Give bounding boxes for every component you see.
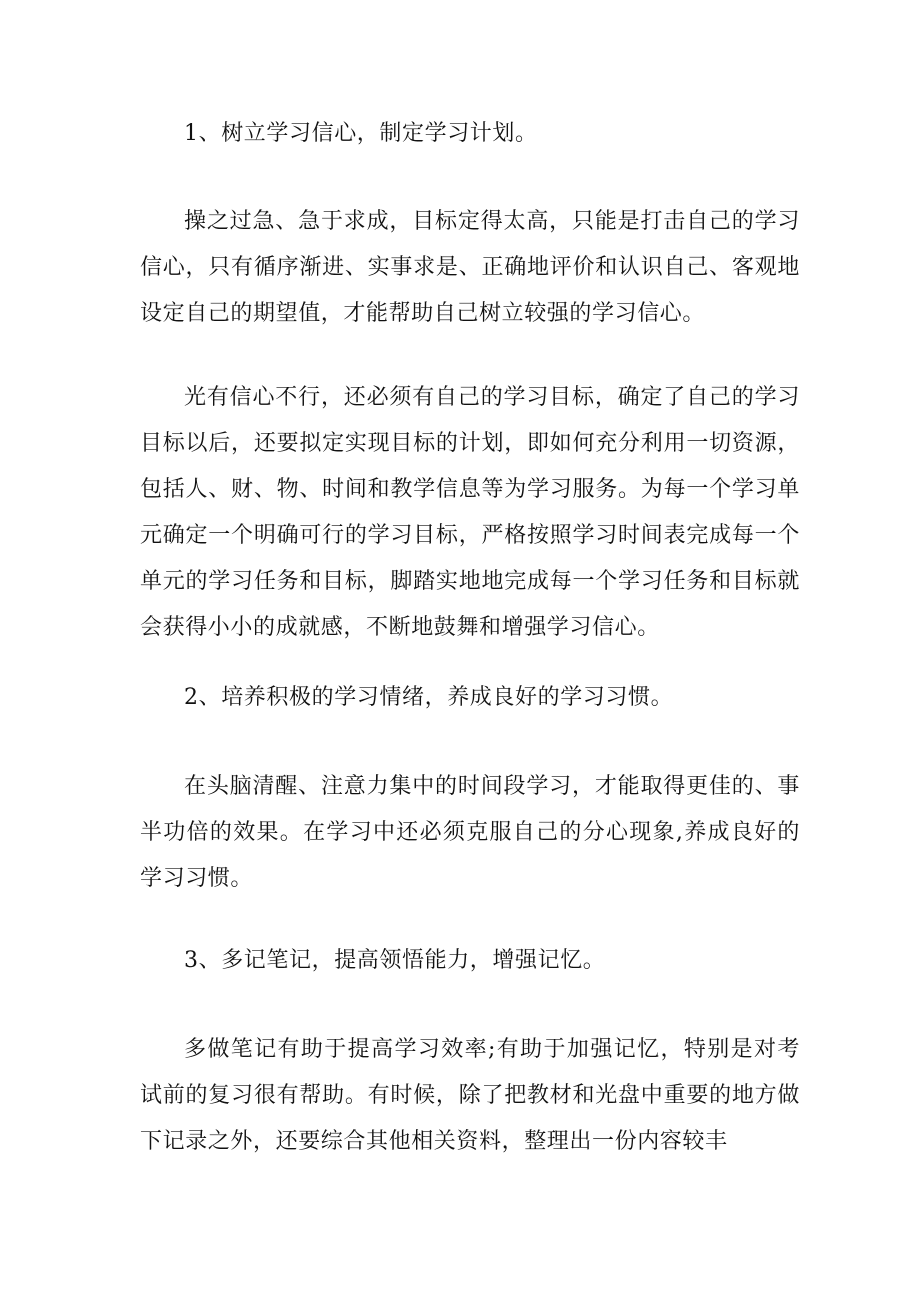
section-1-paragraph-2: 光有信心不行，还必须有自己的学习目标，确定了自己的学习目标以后，还要拟定实现目标的计划，即如何充分利用一切资源，包括人、财、物、时间和教学信息等为学习服务。为每一个学习单元确定一个明确可行的学习目标，严格按照学习时间表完成每一个单元的学习任务和目标，脚踏实地地完成每一个学习任务和目标就会获得小小的成就感，不断地鼓舞和增强学习信心。 [140, 385, 800, 640]
section-1-heading: 1、树立学习信心，制定学习计划。 [184, 121, 538, 146]
section-1-paragraph-1: 操之过急、急于求成，目标定得太高，只能是打击自己的学习信心，只有循序渐进、实事求是、正确地评价和认识自己、客观地设定自己的期望值，才能帮助自己树立较强的学习信心。 [140, 209, 800, 326]
section-3-paragraph-1: 多做笔记有助于提高学习效率;有助于加强记忆，特别是对考试前的复习很有帮助。有时候，除了把教材和光盘中重要的地方做下记录之外，还要综合其他相关资料，整理出一份内容较丰 [140, 1037, 800, 1154]
section-2-heading: 2、培养积极的学习情绪，养成良好的学习习惯。 [184, 685, 674, 710]
section-2-paragraph-1: 在头脑清醒、注意力集中的时间段学习，才能取得更佳的、事半功倍的效果。在学习中还必须克服自己的分心现象,养成良好的学习习惯。 [140, 774, 800, 891]
section-3-heading: 3、多记笔记，提高领悟能力，增强记忆。 [184, 948, 606, 973]
